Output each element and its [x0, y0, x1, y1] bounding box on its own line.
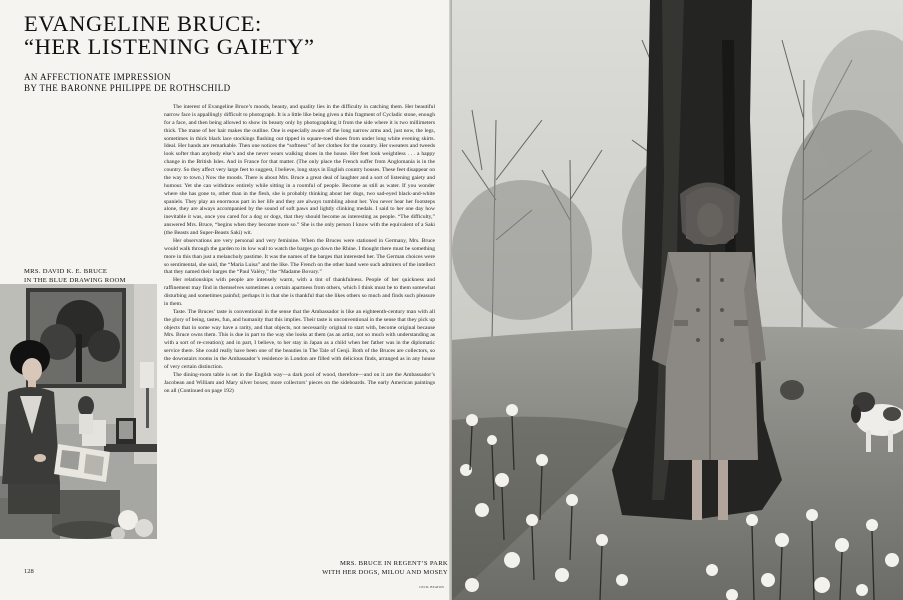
subtitle-line-2: BY THE BARONNE PHILIPPE DE ROTHSCHILD: [24, 82, 231, 93]
right-page: [452, 0, 903, 600]
drawing-room-photo: [0, 284, 157, 539]
caption-right-line-1: MRS. BRUCE IN REGENT’S PARK: [339, 560, 448, 567]
drawing-room-illustration: [0, 284, 157, 539]
drawing-room-caption: [24, 268, 154, 285]
article-subtitle: [24, 72, 324, 93]
caption-right-line-2: WITH HER DOGS, MILOU AND MOSEY: [322, 568, 448, 576]
body-paragraph: Taste. The Bruces’ taste is conventional in the sense that the Ambassador is like an eighteenth-century man with all the glory of being, tastes, fun, and humanity that this implies. Their taste is unconventional in the sense that they pick up objects that in some way have a rarity, and that objects, not necessarily original to start with, become original because Mrs. Bruce owns them. This is due in part to the way she looks at them (as an artist, not so much with understanding as with a sort of re-creation); and in part, I believe, to her stay in Japan as a child when her father was in the diplomatic service there. She could really have been one of the beauties in The Tale of Genji. Both of the Bruces are collectors, so the downstairs rooms in the Ambassador’s residence in London are filled with delicious finds, arranged as in any house of very certain distinction.: [164, 308, 435, 370]
title-line-2: “HER LISTENING GAIETY”: [24, 34, 315, 59]
article-body: [164, 104, 435, 574]
photo-credit: CECIL BEATON: [419, 585, 444, 589]
body-paragraph: Her relationships with people are intensely warm, with a tint of thankfulness. People of her quickness and raffinement may find in themselves sometimes a certain apartness from others, which I think must be to them somewhat disturbing and sometimes painful; perhaps it is that she is thankful that she likes others so much and finds such pleasure in them.: [164, 277, 435, 307]
body-paragraph: The interest of Evangeline Bruce’s moods, beauty, and quality lies in the difficulty in catching them. Her beautiful narrow face is appallingly difficult to photograph. It is a little like being given a thin fragment of Cycladic stone, enough for a face, and then being allowed to show its beauty only by photographing it from the side where it is two millimeters thick. The mane of her hair makes the outline. One is especially aware of the long narrow arms and, just now, the legs, sometimes in thick black lace stockings flashing out tipped in square-toed shoes from under long white evening skirts. Ideal. Her hands are remarkable. Then one notices the “softness” of her clothes for the country. Her sweaters and tweeds look softer than anybody else’s and she never wears walking shoes in the house. Her feet look weightless . . . a happy change in the British Isles. And in France for that matter. (The only place the French suffer from Anglomania is in the country. So they affect very large feet to suggest, I believe, long stays in English country houses. These feet disappear on the way to town.) Now the moods. There is about Mrs. Bruce a great deal of laughter and a sort of listening gaiety and humour. Yet she can withdraw entirely while sitting in a roomful of people. Become as still as water. If you wonder where she has gone to, other than in the flesh, she is probably thinking about her dogs, two sad-eyed black-and-white spaniels. They play an enormous part in her life and they are always tumbling about her. You never hear her footsteps alone, they are always accompanied by the sound of soft paws and lightly clinking medals. I said to her one day how inevitable it was, once you cared for a dog or dogs, that they should become as interesting as people. “The difficulty,” answered Mrs. Bruce, “begins when they become more so.” She is the only person I know with the equivalent of a Saki (the Beasts and Super-Beasts Saki) wit.: [164, 104, 435, 236]
regents-park-photo: [452, 0, 903, 600]
left-page: [0, 0, 451, 600]
article-title: [24, 12, 424, 58]
subtitle-line-1: AN AFFECTIONATE IMPRESSION: [24, 72, 171, 82]
caption-left-line-1: MRS. DAVID K. E. BRUCE: [24, 268, 108, 275]
body-paragraph: Her observations are very personal and very feminine. When the Bruces were stationed in Germany, Mrs. Bruce would walk through the garden to its low wall to watch the barges go down the Rhine. I thought there must be something more in this than just a melancholy pastime. It was the names of the barges that interested her. The German choices were so sentimental, she said, the “Maria Luisa” and the like. The French on the other hand were such admirers of the intellect that they named their barges the “Paul Valéry,” the “Madame Bovary.”: [164, 237, 435, 276]
title-line-1: EVANGELINE BRUCE:: [24, 11, 262, 36]
page-number: 128: [24, 568, 34, 575]
body-paragraph: The dining-room table is set in the English way—a dark pool of wood, therefore—and on it are the Ambassador’s Jacobean and William and Mary silver boxes; more collectors’ pieces on the sideboards. The early American paintings on all (Continued on page 192): [164, 371, 435, 394]
caption-left-line-2: IN THE BLUE DRAWING ROOM: [24, 276, 126, 284]
regents-park-caption: [300, 560, 448, 577]
